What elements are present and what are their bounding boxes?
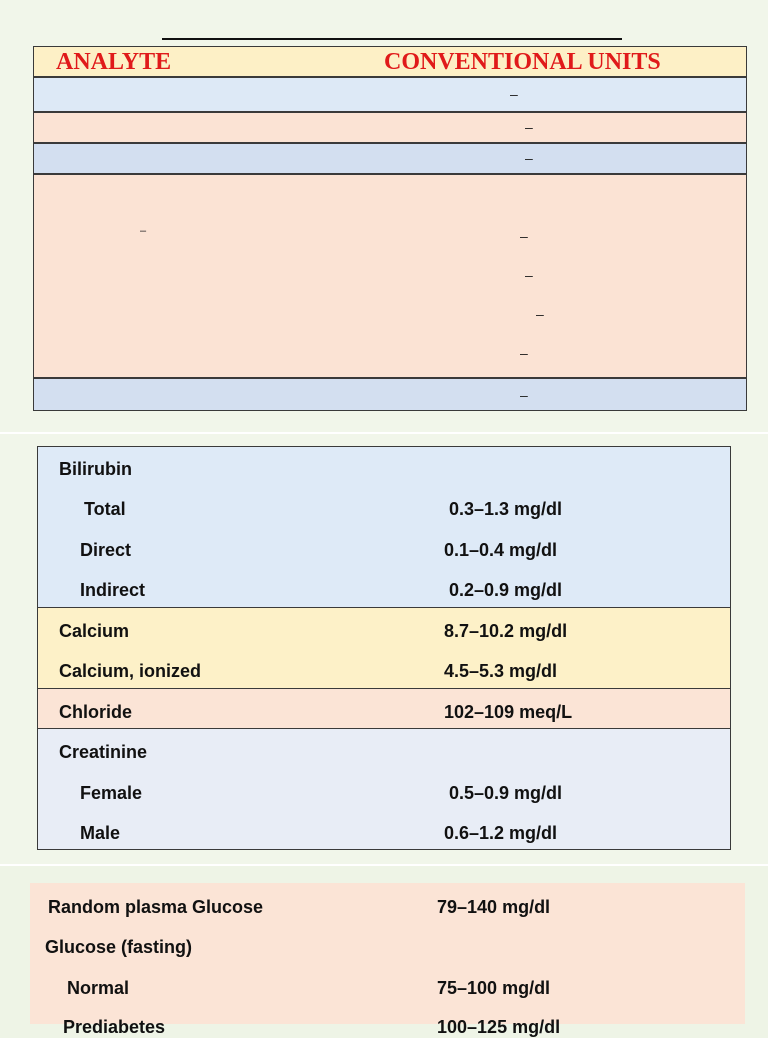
reference-value: 79–140 mg/dl xyxy=(437,897,551,917)
dash: – xyxy=(536,306,544,322)
dash: – xyxy=(140,225,147,237)
dash: – xyxy=(525,119,533,135)
analyte-label: Total xyxy=(84,499,126,519)
analyte-label: Female xyxy=(80,783,143,803)
reference-value: 0.1–0.4 mg/dl xyxy=(444,540,558,560)
analyte-label: Male xyxy=(80,823,121,843)
reference-value: 0.5–0.9 mg/dl xyxy=(449,783,563,803)
reference-value: 100–125 mg/dl xyxy=(437,1017,561,1037)
analyte-label: Calcium, ionized xyxy=(59,661,202,681)
dash: – xyxy=(510,86,518,102)
analyte-label: Creatinine xyxy=(59,742,148,762)
dash: – xyxy=(520,345,528,361)
dash: – xyxy=(525,150,533,166)
analyte-label: Random plasma Glucose xyxy=(48,897,264,917)
header-analyte: ANALYTE xyxy=(56,49,172,75)
dash: – xyxy=(520,387,528,403)
reference-value: 8.7–10.2 mg/dl xyxy=(444,621,568,641)
analyte-label: Prediabetes xyxy=(63,1017,166,1037)
reference-value: 0.3–1.3 mg/dl xyxy=(449,499,563,519)
dash: – xyxy=(520,228,528,244)
analyte-label: Bilirubin xyxy=(59,459,132,479)
table-row xyxy=(33,174,747,378)
analyte-label: Direct xyxy=(80,540,132,560)
analyte-label: Calcium xyxy=(59,621,130,641)
table-row xyxy=(33,112,747,143)
dash: – xyxy=(525,267,533,283)
table-group-chloride xyxy=(37,688,731,729)
reference-value: 4.5–5.3 mg/dl xyxy=(444,661,558,681)
table-header-row xyxy=(33,46,747,77)
reference-value: 0.6–1.2 mg/dl xyxy=(444,823,558,843)
analyte-label: Chloride xyxy=(59,702,133,722)
analyte-label: Glucose (fasting) xyxy=(45,937,193,957)
table-row xyxy=(33,77,747,112)
table-row xyxy=(33,378,747,411)
analyte-label: Normal xyxy=(67,978,130,998)
reference-value: 75–100 mg/dl xyxy=(437,978,551,998)
header-conventional-units: CONVENTIONAL UNITS xyxy=(384,49,661,75)
table-row xyxy=(33,143,747,174)
title-underline xyxy=(162,38,622,40)
reference-value: 0.2–0.9 mg/dl xyxy=(449,580,563,600)
reference-value: 102–109 meq/L xyxy=(444,702,573,722)
analyte-label: Indirect xyxy=(80,580,146,600)
